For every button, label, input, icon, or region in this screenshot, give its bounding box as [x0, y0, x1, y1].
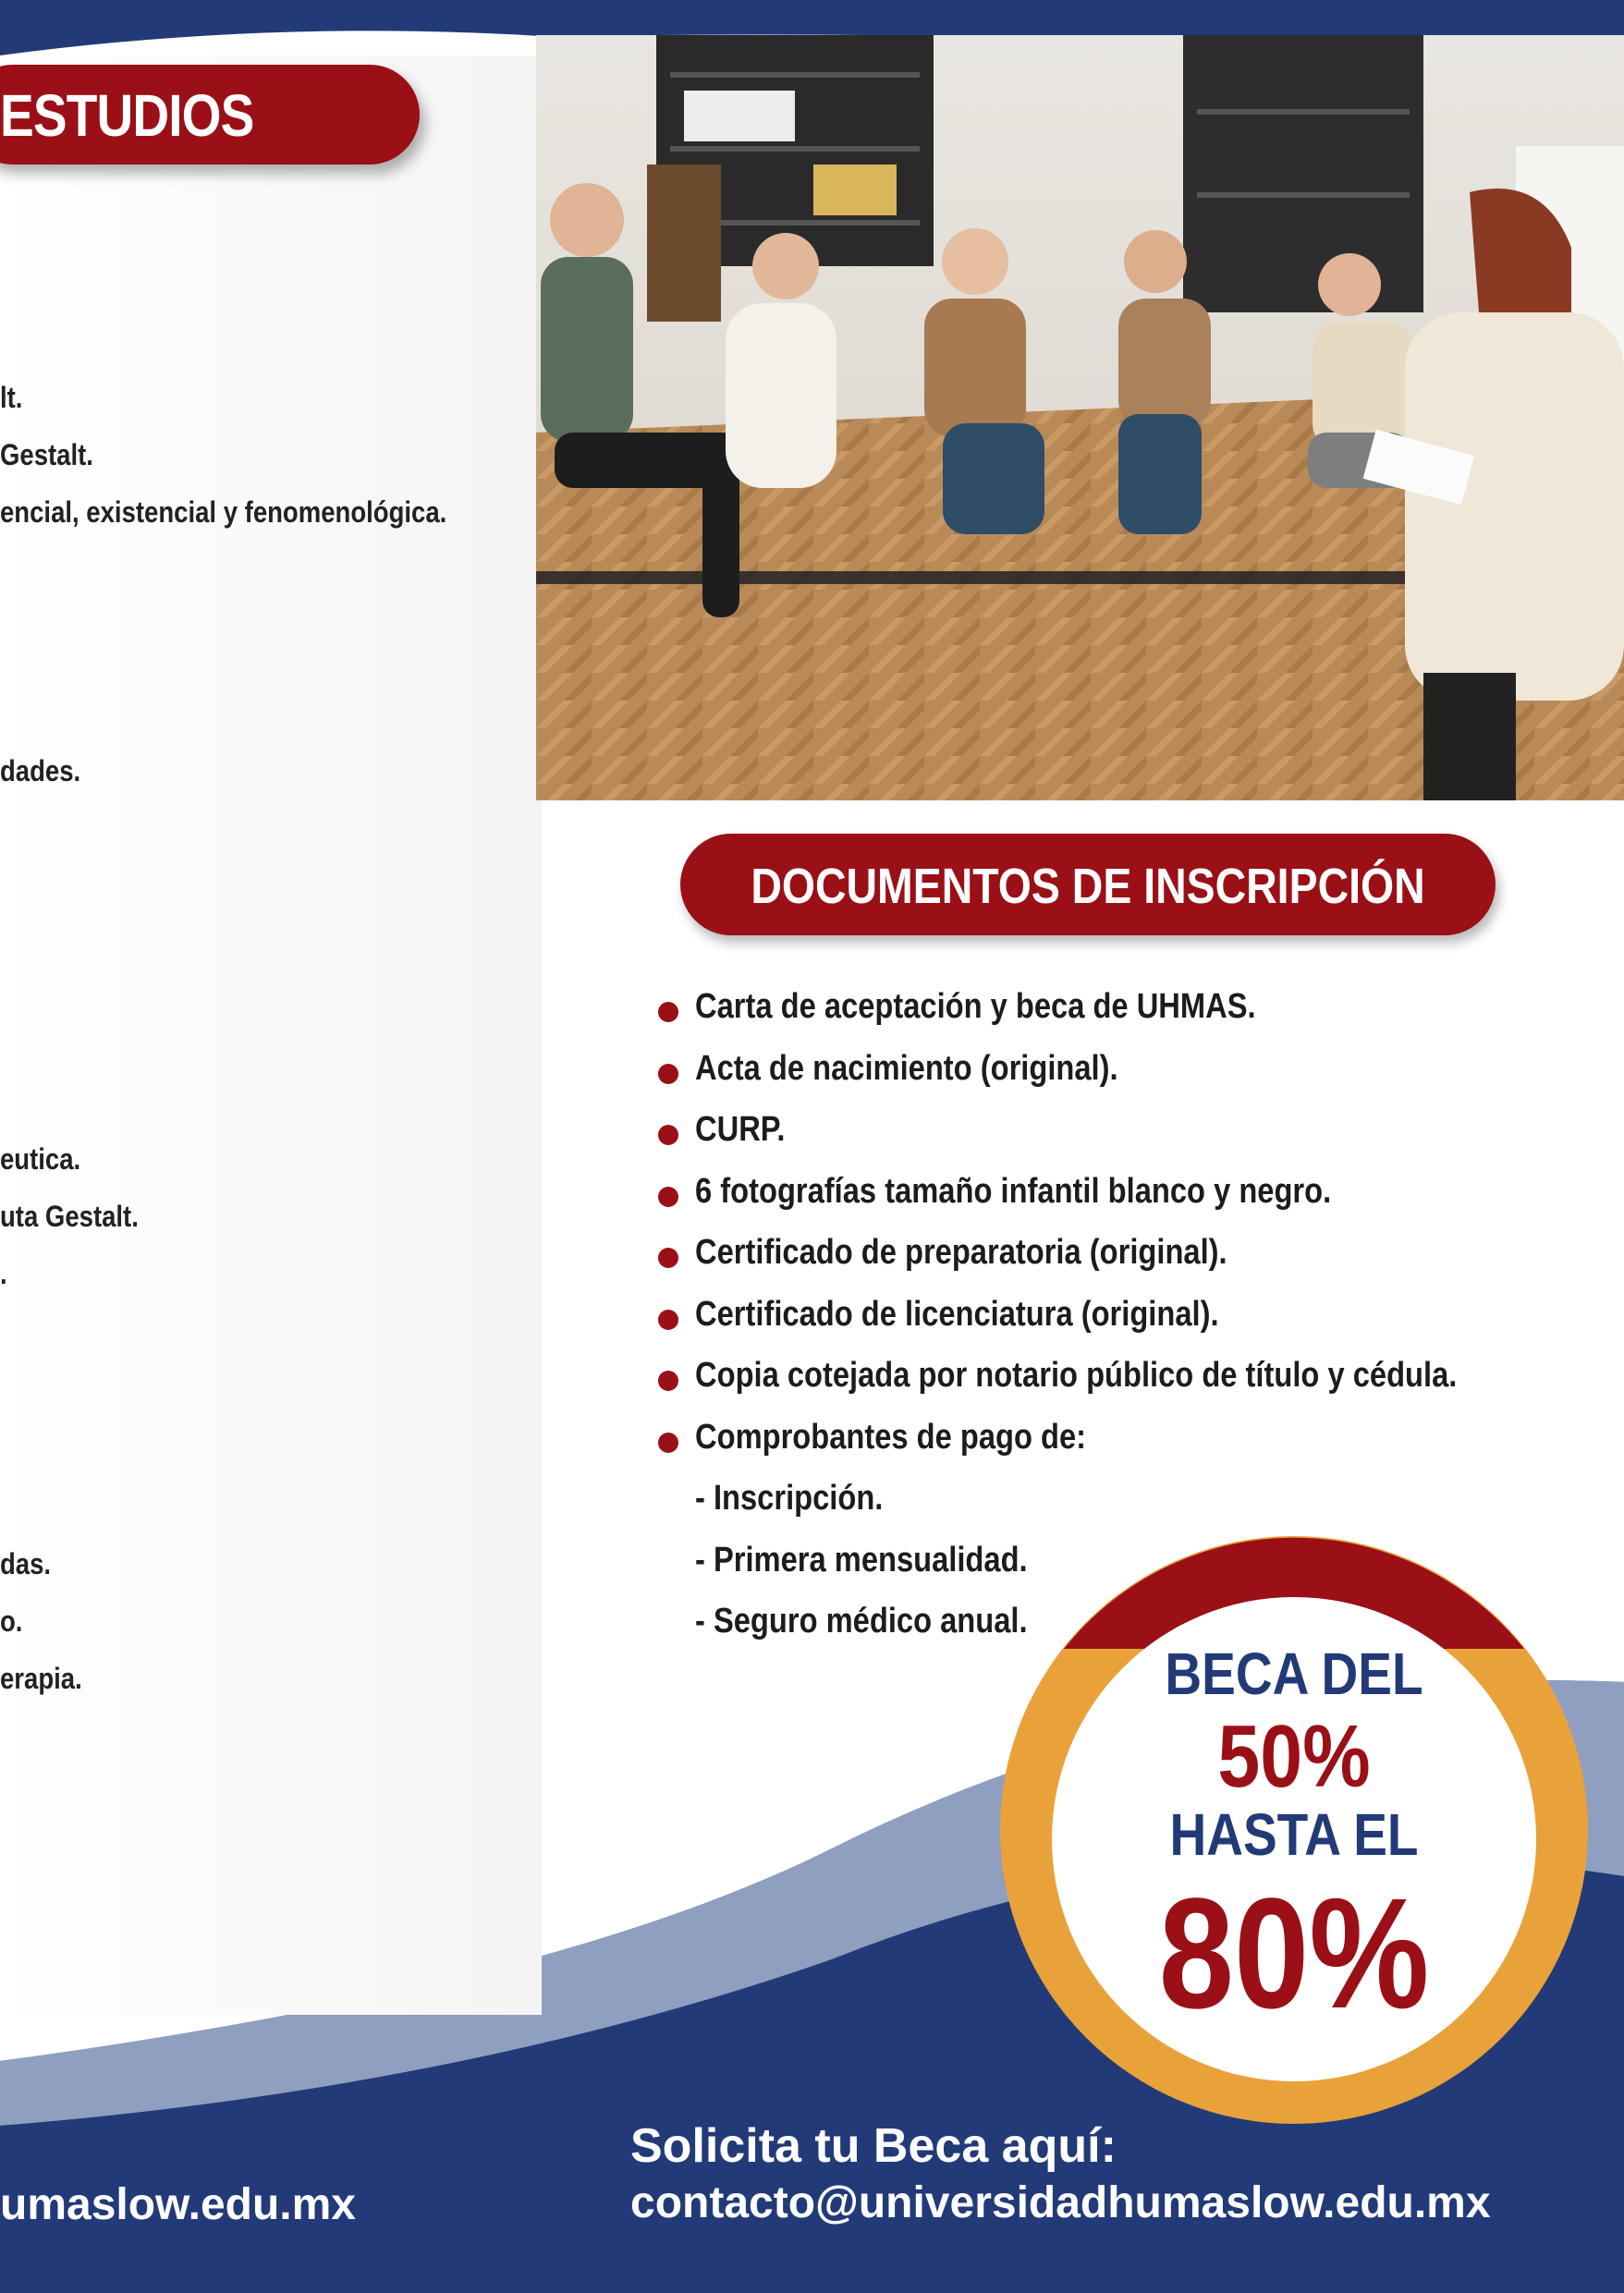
- footer-email-link[interactable]: contacto@universidadhumaslow.edu.mx: [630, 2178, 1491, 2227]
- group-therapy-photo: [536, 35, 1624, 800]
- bullet-icon: [658, 1125, 678, 1145]
- left-text-line: uta Gestalt.: [0, 1200, 139, 1233]
- documents-title: DOCUMENTOS DE INSCRIPCIÓN: [751, 859, 1425, 914]
- documents-title-pill: [680, 834, 1496, 935]
- left-text-line: eutica.: [0, 1142, 81, 1176]
- beca-line-1: BECA DEL: [1165, 1640, 1423, 1707]
- beca-line-2: 50%: [1217, 1707, 1371, 1806]
- bullet-icon: [658, 1187, 678, 1207]
- list-item-text: Certificado de licenciatura (original).: [695, 1294, 1219, 1334]
- left-text-line: das.: [0, 1547, 52, 1580]
- list-item: [658, 1418, 1545, 1480]
- left-text-line: Gestalt.: [0, 438, 93, 471]
- list-item-text: Copia cotejada por notario público de título y cédula.: [695, 1356, 1458, 1395]
- list-item: [658, 1110, 1545, 1172]
- list-item-text: Carta de aceptación y beca de UHMAS.: [695, 987, 1256, 1026]
- list-item-text: 6 fotografías tamaño infantil blanco y negro.: [695, 1171, 1332, 1211]
- list-item: [658, 1172, 1545, 1234]
- studies-title: ESTUDIOS: [0, 82, 254, 149]
- studies-title-pill: [0, 65, 420, 165]
- left-text-line: erapia.: [0, 1662, 82, 1695]
- list-item: [658, 987, 1545, 1049]
- list-subitem-text: - Primera mensualidad.: [695, 1540, 1028, 1579]
- left-text-line: lt.: [0, 381, 23, 414]
- scholarship-badge: [995, 1531, 1593, 2129]
- bullet-icon: [658, 1248, 678, 1268]
- bullet-icon: [658, 1433, 678, 1453]
- list-item: [658, 1356, 1545, 1418]
- left-panel: [0, 55, 542, 2015]
- bullet-icon: [658, 1064, 678, 1084]
- beca-line-4: 80%: [1158, 1866, 1430, 2042]
- footer-cta: Solicita tu Beca aquí:: [630, 2119, 1117, 2173]
- left-text-line: .: [0, 1257, 7, 1290]
- list-item-text: Acta de nacimiento (original).: [695, 1048, 1118, 1088]
- list-item: [658, 1049, 1545, 1111]
- left-text-line: o.: [0, 1604, 23, 1638]
- bullet-icon: [658, 1310, 678, 1330]
- bullet-icon: [658, 1371, 678, 1391]
- left-footer-email[interactable]: umaslow.edu.mx: [0, 2180, 356, 2229]
- list-item-text: Certificado de preparatoria (original).: [695, 1233, 1227, 1272]
- list-item-text: Comprobantes de pago de:: [695, 1417, 1087, 1457]
- list-item-text: CURP.: [695, 1110, 786, 1149]
- left-text-line: dades.: [0, 754, 81, 787]
- beca-line-3: HASTA EL: [1169, 1801, 1419, 1868]
- list-subitem-text: - Inscripción.: [695, 1479, 884, 1518]
- list-item: [658, 1295, 1545, 1357]
- list-subitem-text: - Seguro médico anual.: [695, 1602, 1028, 1640]
- list-item: [658, 1233, 1545, 1295]
- left-text-line: encial, existencial y fenomenológica.: [0, 495, 447, 529]
- bullet-icon: [658, 1002, 678, 1022]
